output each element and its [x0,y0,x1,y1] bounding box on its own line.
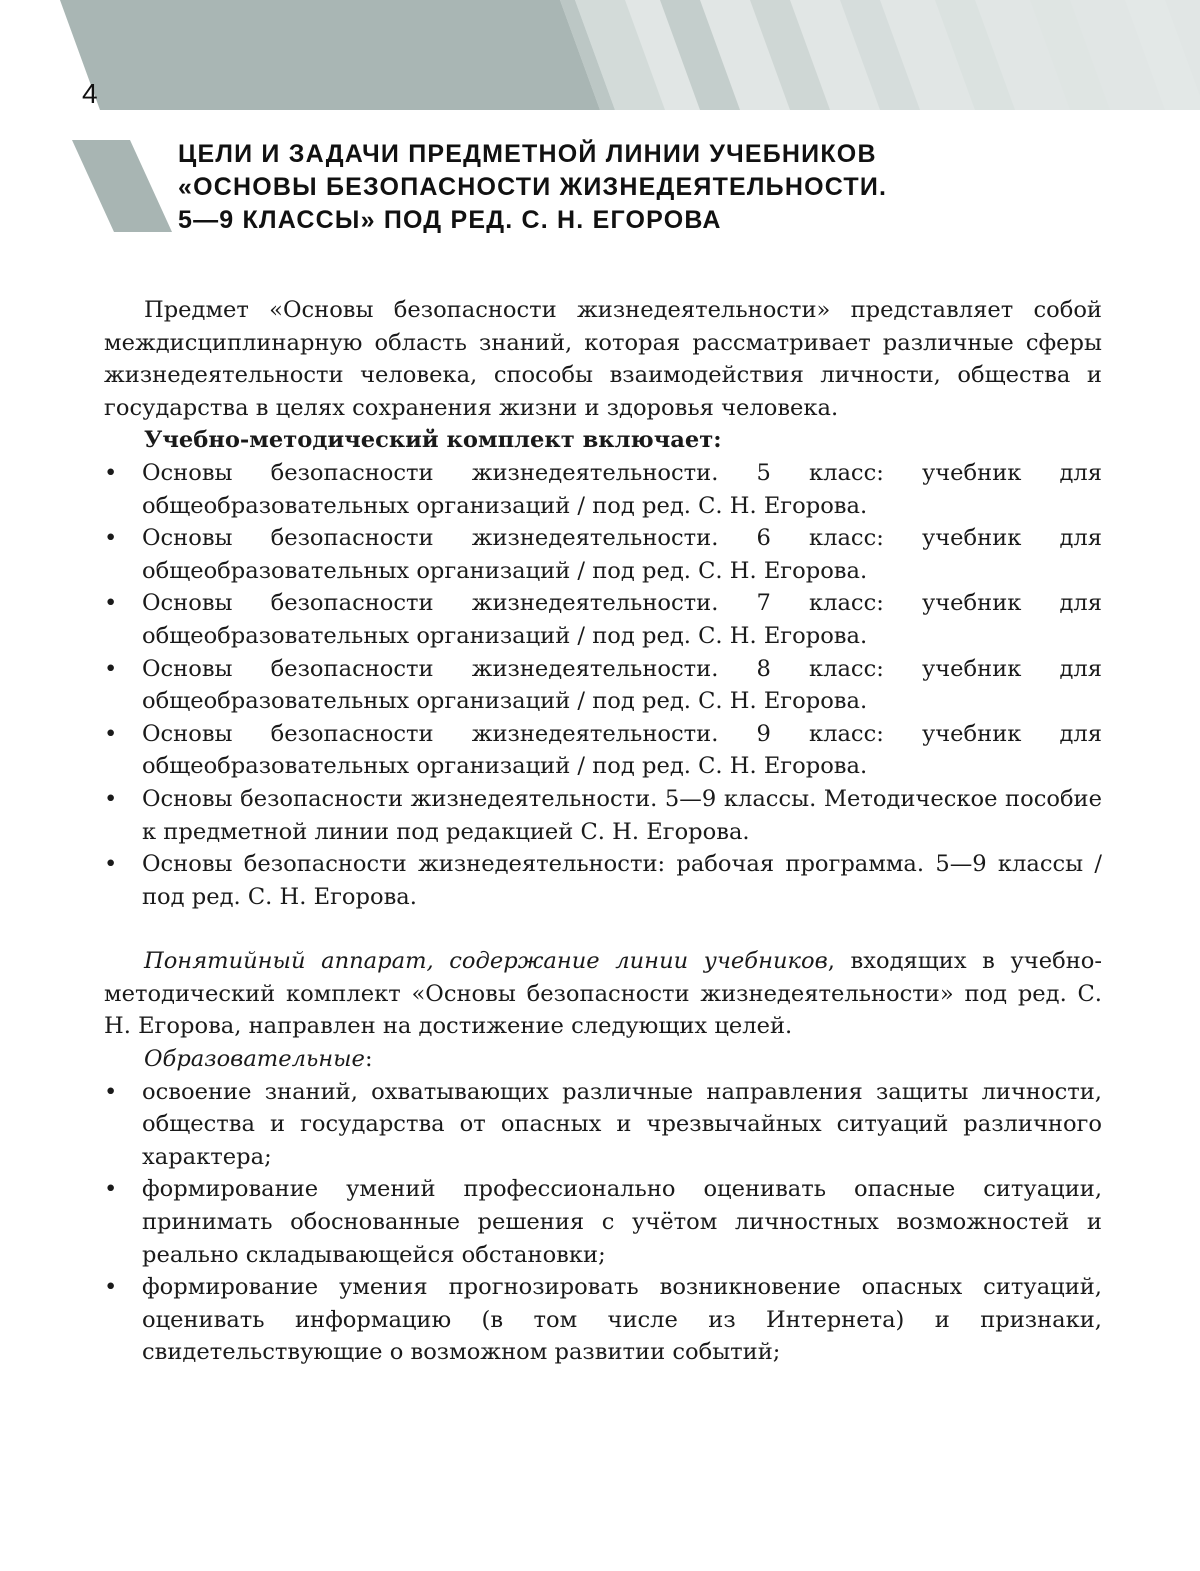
heading-line-3: 5—9 КЛАССЫ» ПОД РЕД. С. Н. ЕГОРОВА [178,206,722,234]
bullet-icon: • [104,1078,118,1105]
bullet-icon: • [104,1274,118,1301]
list-item-text: Основы безопасности жизнедеятельности. 5 класс: учебник для общеобразовательных организаций / под ред. С. Н. Егорова. [142,459,1102,519]
list-item-text: Основы безопасности жизнедеятельности. 8 класс: учебник для общеобразовательных организаций / под ред. С. Н. Егорова. [142,655,1102,715]
section-heading [178,138,1138,237]
intro-paragraph: Предмет «Основы безопасности жизнедеятельности» представляет собой междисциплинарную область знаний, которая рассматривает различные сферы жизнедеятельности человека, способы взаимодействия личности, общества и государства в целях сохранения жизни и здоровья человека. [104,297,1102,421]
bullet-icon: • [104,655,118,682]
educational-label: Образовательные [144,1046,365,1073]
section-spacer [104,913,1102,945]
list-item-text: Основы безопасности жизнедеятельности. 6 класс: учебник для общеобразовательных организаций / под ред. С. Н. Егорова. [142,525,1102,584]
list-item-text: Основы безопасности жизнедеятельности: рабочая программа. 5—9 классы / под ред. С. Н. Егорова. [142,851,1102,910]
list-item [104,783,1102,848]
list-item-text: Основы безопасности жизнедеятельности. 5—9 классы. Методическое пособие к предметной линии под редакцией С. Н. Егорова. [142,785,1102,845]
heading-line-2: «ОСНОВЫ БЕЗОПАСНОСТИ ЖИЗНЕДЕЯТЕЛЬНОСТИ. [178,173,888,201]
goals-paragraph-rest: , входящих в учебно-методический комплект «Основы безопасности жизнедеятельности» под ред. С. Н. Егорова, направлен на достижение следующих целей. [104,948,1102,1040]
bullet-icon: • [104,459,118,486]
list-item [104,1076,1102,1174]
list-item-text: Основы безопасности жизнедеятельности. 7 класс: учебник для общеобразовательных организаций / под ред. С. Н. Егорова. [142,590,1102,649]
list-item [104,653,1102,718]
page-body [104,294,1102,1369]
bullet-icon: • [104,525,118,552]
list-item-text: формирование умения прогнозировать возникновение опасных ситуаций, оценивать информацию (в том числе из Интернета) и признаки, свидетельствующие о возможном развитии событий; [142,1274,1102,1366]
bullet-icon: • [104,851,118,878]
bullet-icon: • [104,785,118,812]
kit-list [104,457,1102,913]
bullet-icon: • [104,1176,118,1203]
list-item [104,848,1102,913]
bullet-icon: • [104,720,118,747]
list-item [104,457,1102,522]
heading-stripe-marker [72,140,172,232]
goals-paragraph [104,945,1102,1043]
heading-line-1: ЦЕЛИ И ЗАДАЧИ ПРЕДМЕТНОЙ ЛИНИИ УЧЕБНИКОВ [178,140,877,168]
educational-list [104,1076,1102,1369]
list-item [104,522,1102,587]
header-stripe-band [0,0,1200,110]
bullet-icon: • [104,590,118,617]
list-item [104,718,1102,783]
goals-italic-lead: Понятийный аппарат, содержание линии учебников [144,948,828,975]
list-item-text: освоение знаний, охватывающих различные направления защиты личности, общества и государства от опасных и чрезвычайных ситуаций различного характера; [142,1078,1102,1170]
list-item [104,1173,1102,1271]
list-item-text: Основы безопасности жизнедеятельности. 9 класс: учебник для общеобразовательных организаций / под ред. С. Н. Егорова. [142,720,1102,780]
list-item [104,1271,1102,1369]
kit-heading: Учебно-методический комплект включает: [144,427,722,454]
list-item [104,587,1102,652]
list-item-text: формирование умений профессионально оценивать опасные ситуации, принимать обоснованные решения с учётом личностных возможностей и реально складывающейся обстановки; [142,1176,1102,1268]
educational-colon: : [364,1046,373,1073]
educational-heading [104,1043,1102,1076]
page-number: 4 [82,78,98,109]
